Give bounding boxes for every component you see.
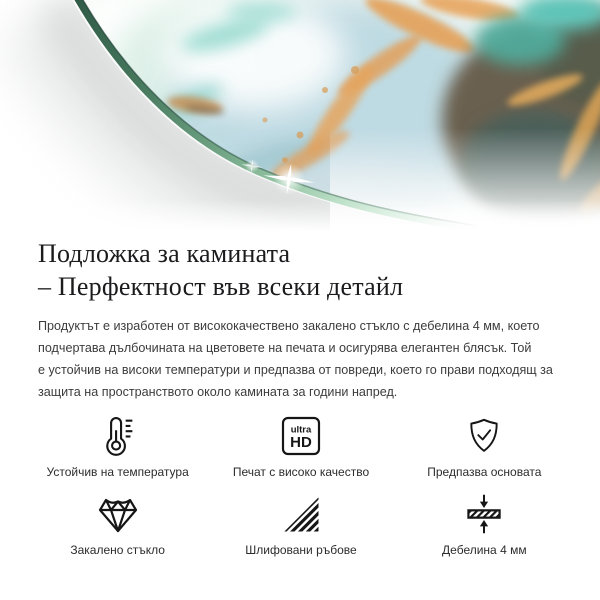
ultra-hd-text-bottom: HD	[290, 434, 312, 451]
feature-print-quality	[209, 413, 392, 479]
feature-protects-base	[393, 413, 576, 479]
thickness-icon	[462, 492, 506, 536]
shield-check-icon	[463, 415, 505, 457]
ultra-hd-text-top: ultra	[290, 424, 312, 436]
photo-fade-bottom	[0, 200, 600, 232]
page-title-line1: Подложка за камината	[38, 239, 291, 268]
description-line: е устойчив на високи температури и предпазва от повреди, което го прави подходящ за	[38, 363, 553, 377]
feature-thickness	[393, 491, 576, 557]
feature-label: Предпазва основата	[427, 465, 542, 479]
feature-label: Печат с високо качество	[232, 465, 370, 479]
product-info-section	[0, 237, 600, 557]
thermometer-icon	[95, 413, 141, 459]
product-photo	[0, 0, 600, 232]
feature-label: Дебелина 4 мм	[442, 543, 527, 557]
ultra-hd-icon	[281, 416, 321, 456]
diamond-icon	[96, 493, 140, 535]
features-grid	[26, 413, 576, 557]
page-title	[38, 237, 576, 303]
description-line: Продуктът е изработен от висококачествено закалено стъкло с дебелина 4 мм, което	[38, 319, 540, 333]
feature-polished-edges	[209, 491, 392, 557]
description-line: подчертава дълбочината на цветовете на печата и осигурява елегантен блясък. Той	[38, 341, 532, 355]
feature-label: Устойчив на температура	[46, 465, 189, 479]
polished-edges-icon	[280, 493, 322, 535]
feature-label: Шлифовани ръбове	[245, 543, 357, 557]
description-line: защита на пространството около камината за години напред.	[38, 385, 398, 399]
feature-label: Закалено стъкло	[70, 543, 165, 557]
feature-temperature	[26, 413, 209, 479]
product-description	[38, 315, 576, 403]
page-title-line2: – Перфектност във всеки детайл	[38, 272, 404, 301]
feature-tempered-glass	[26, 491, 209, 557]
